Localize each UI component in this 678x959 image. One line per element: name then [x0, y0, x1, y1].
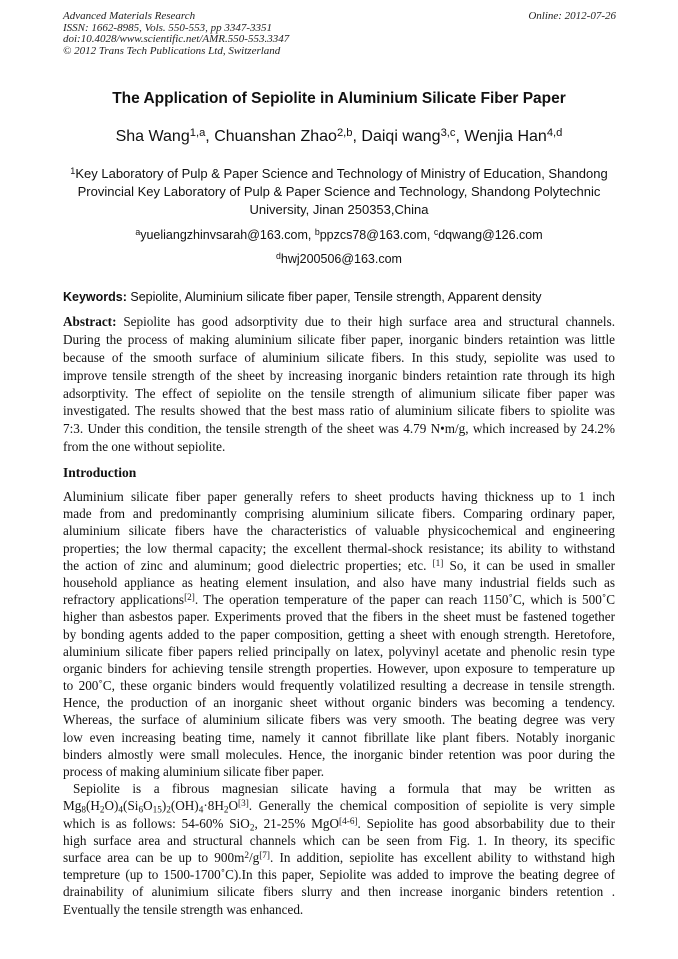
text-line — [63, 331, 615, 349]
text-run: investigated. The results showed that the best mass ratio of aluminium silicate fibers to spiolite was — [63, 403, 615, 419]
text-line — [63, 797, 615, 814]
text-line — [63, 522, 615, 539]
text-line — [63, 746, 615, 763]
text-run: household appliance as heating element insulation, and also have many industrial fields such as — [63, 574, 615, 590]
subscript: 15 — [152, 804, 162, 815]
author-name: Daiqi wang — [361, 128, 441, 145]
author-name: Chuanshan Zhao — [214, 128, 337, 145]
text-run: . In addition, sepiolite has excellent ability to withstand high — [270, 849, 615, 865]
text-run: ·8H — [203, 798, 224, 814]
email-mark: d — [276, 251, 281, 262]
text-run: low even increasing beating time, namely it cannot fibrillate like plant fibers. Notably inorganic — [63, 729, 615, 745]
email-mark: b — [314, 227, 320, 238]
text-line — [63, 505, 615, 522]
affiliation — [63, 165, 615, 219]
text-line — [63, 677, 615, 694]
text-line — [63, 815, 615, 832]
text-run: improve tensile strength of the sheet by increasing inorganic binders retaintion rate through its high — [63, 367, 615, 383]
text-run: O) — [104, 798, 119, 814]
text-line — [63, 574, 615, 591]
text-run: Mg — [63, 798, 82, 814]
superscript: [7] — [259, 849, 271, 860]
text-run: ) — [161, 798, 167, 814]
text-run: organic binders for achieving tensile strength properties. However, upon exposure to temperature up — [63, 660, 615, 676]
text-run: (OH) — [170, 798, 199, 814]
text-run: Aluminium silicate fiber paper generally refers to sheet products having thickness up to 1 inch — [63, 489, 615, 504]
text-run: 7:3. Under this condition, the tensile strength of the sheet was 4.79 N•m/g, which increased by 24.2% — [63, 421, 615, 437]
introduction-body — [63, 488, 615, 918]
text-run: O — [143, 798, 153, 814]
subscript: 4 — [118, 804, 124, 815]
section-heading-introduction: Introduction — [63, 465, 137, 480]
email-line — [0, 252, 678, 266]
email-mark: a — [135, 227, 141, 238]
text-line — [63, 901, 615, 918]
text-run: properties; the low thermal capacity; the excellent thermal-shock resistance; its ability to withstand — [63, 540, 615, 556]
author-affil-mark: 3,c — [440, 126, 456, 139]
text-line — [63, 349, 615, 367]
affiliation-text: Key Laboratory of Pulp & Paper Science and Technology of Ministry of Education, Shandong Provincial Key Laboratory of Pulp & Paper Science and Technology, Shandong Polytechnic University, Jinan 250353,China — [75, 166, 608, 217]
text-line — [63, 729, 615, 746]
subscript: 2 — [249, 821, 255, 832]
text-run: , 21-25% MgO — [254, 815, 340, 831]
text-run: (Si — [123, 798, 139, 814]
author-affil-mark: 2,b — [336, 126, 353, 139]
author-name: Wenjia Han — [464, 128, 547, 145]
text-run: drainability of alunimium silicate fibers slurry and then increase inorganic binders retention . — [63, 884, 615, 900]
text-run: . Generally the chemical composition of sepiolite is very simple — [248, 798, 615, 814]
paper-title: The Application of Sepiolite in Aluminium Silicate Fiber Paper — [112, 90, 566, 107]
text-run: the action of zinc and aluminum; good dielectric properties; etc. — [63, 557, 433, 573]
text-line — [63, 780, 615, 797]
subscript: 2 — [223, 804, 229, 815]
journal-name: Advanced Materials Research — [63, 10, 196, 22]
text-line — [63, 385, 615, 403]
text-run: process of making aluminium silicate fiber paper. — [63, 764, 325, 779]
text-run: (H — [85, 798, 100, 814]
superscript: [3] — [238, 798, 249, 809]
text-run: by bonding agents added to the paper composition, getting a sheet with enough strength. Heretofore, — [63, 626, 615, 642]
text-line — [63, 420, 615, 438]
text-line — [63, 866, 615, 883]
text-run: to 200˚C, these organic binders would frequently volatilized resulting a decrease in tensile strength. — [63, 678, 615, 694]
text-line — [63, 694, 615, 711]
text-line — [63, 763, 615, 780]
email-address: hwj200506@163.com — [280, 252, 402, 266]
text-run: Whereas, the surface of aluminium silicate fibers was very smooth. The beating degree was very — [63, 712, 615, 728]
subscript: 8 — [81, 804, 86, 815]
email-line: $^a$yueliangzhinvsarah@163.com, $^b$ppzcs78@163.com, $^c$dqwang@126.com — [135, 227, 543, 242]
text-line — [63, 367, 615, 385]
abstract — [63, 313, 615, 456]
text-line — [63, 660, 615, 677]
text-run: made from and predominantly comprising aluminium silicate fibers. Comparing ordinary paper, — [63, 506, 615, 522]
superscript: [4-6] — [339, 815, 358, 826]
affiliation-mark: 1 — [70, 165, 76, 176]
text-run: aluminium silicate fibers have the characteristics of valuable physicochemical and engineering — [63, 523, 615, 539]
superscript: [2] — [184, 591, 195, 602]
text-run: because of the smooth surface of aluminium silicate fibers. In this study, sepiolite was used to — [63, 349, 615, 365]
superscript: 2 — [244, 849, 249, 860]
text-line — [63, 626, 615, 643]
text-run: Hence, the production of an inorganic sheet without organic binders was becoming a tendency. — [63, 695, 615, 711]
text-run: refractory applications — [63, 592, 185, 608]
text-line — [63, 643, 615, 660]
doi-line: doi:10.4028/www.scientific.net/AMR.550-553.3347 — [63, 33, 290, 45]
email-address: yueliangzhinvsarah@163.com — [140, 228, 308, 242]
online-date: Online: 2012-07-26 — [528, 10, 616, 22]
issn-line: ISSN: 1662-8985, Vols. 550-553, pp 3347-3351 — [63, 21, 272, 34]
email-address: dqwang@126.com — [438, 228, 543, 242]
text-line — [63, 832, 615, 849]
text-line — [63, 591, 615, 608]
copyright-line: © 2012 Trans Tech Publications Ltd, Switzerland — [63, 44, 281, 57]
text-run: adsorptivity. The effect of sepiolite on the tensile strength of alimunium silicate fiber paper was — [63, 385, 615, 401]
text-line — [63, 402, 615, 420]
email-mark: c — [433, 227, 439, 238]
text-run: from the one without sepiolite. — [63, 439, 226, 455]
text-line — [63, 438, 615, 456]
author-name: Sha Wang — [115, 128, 190, 145]
text-run: /g — [248, 849, 260, 865]
text-run: high surface area and structural channels which can be seen from Fig. 1. In theory, its specific — [63, 832, 615, 848]
text-run: which is as follows: 54-60% SiO — [63, 815, 250, 831]
text-run: surface area can be up to 900m — [63, 849, 245, 865]
text-line — [63, 883, 615, 900]
subscript: 4 — [198, 804, 204, 815]
keywords-text: Sepiolite, Aluminium silicate fiber paper, Tensile strength, Apparent density — [126, 290, 542, 304]
text-run: binders almostly were small molecules. Hence, the inorganic binder retention was poor during the — [63, 746, 615, 762]
author-affil-mark: 1,a — [189, 126, 206, 139]
text-run: . Sepiolite has good absorbability due to their — [357, 815, 615, 831]
subscript: 2 — [99, 804, 105, 815]
subscript: 6 — [138, 804, 144, 815]
text-run: Sepiolite is a fibrous magnesian silicate having a formula that may be written as — [73, 781, 615, 797]
keywords — [63, 290, 542, 304]
author-list: Sha Wang$^{1,a}$, Chuanshan Zhao$^{2,b}$, Daiqi wang$^{3,c}$, Wenjia Han$^{4,d}$ — [115, 126, 563, 145]
text-line — [63, 711, 615, 728]
email-address: ppzcs78@163.com — [319, 228, 427, 242]
text-run: Eventually the tensile strength was enhanced. — [63, 901, 304, 917]
text-line — [63, 608, 615, 625]
text-line — [63, 557, 615, 574]
text-line — [63, 849, 615, 866]
text-run: Sepiolite has good adsorptivity due to their high surface area and structural channels. — [116, 314, 615, 329]
text-run: . The operation temperature of the paper can reach 1150˚C, which is 500˚C — [194, 592, 616, 608]
journal-header — [63, 11, 289, 57]
subscript: 2 — [166, 804, 171, 815]
text-run: tempreture (up to 1500-1700˚C).In this paper, Sepiolite was added to improve the beating degree of — [63, 867, 615, 883]
text-line — [63, 540, 615, 557]
bold-label: Abstract: — [63, 314, 117, 329]
text-line — [63, 313, 615, 331]
author-affil-mark: 4,d — [546, 126, 563, 139]
text-run: higher than asbestos paper. Experiments proved that the fibers in the sheet must be fastened together — [63, 609, 615, 625]
superscript: [1] — [432, 557, 444, 568]
text-run: O — [228, 798, 238, 814]
text-run: During the process of making aluminium silicate fiber paper, inorganic binders retaintion was little — [63, 331, 615, 347]
text-run: aluminium silicate fiber papers relied principally on latex, polyvinyl acetate and phenolic resin type — [63, 643, 615, 659]
text-line — [63, 488, 615, 505]
keywords-label: Keywords: — [63, 290, 127, 304]
text-run: So, it can be used in smaller — [443, 557, 615, 573]
